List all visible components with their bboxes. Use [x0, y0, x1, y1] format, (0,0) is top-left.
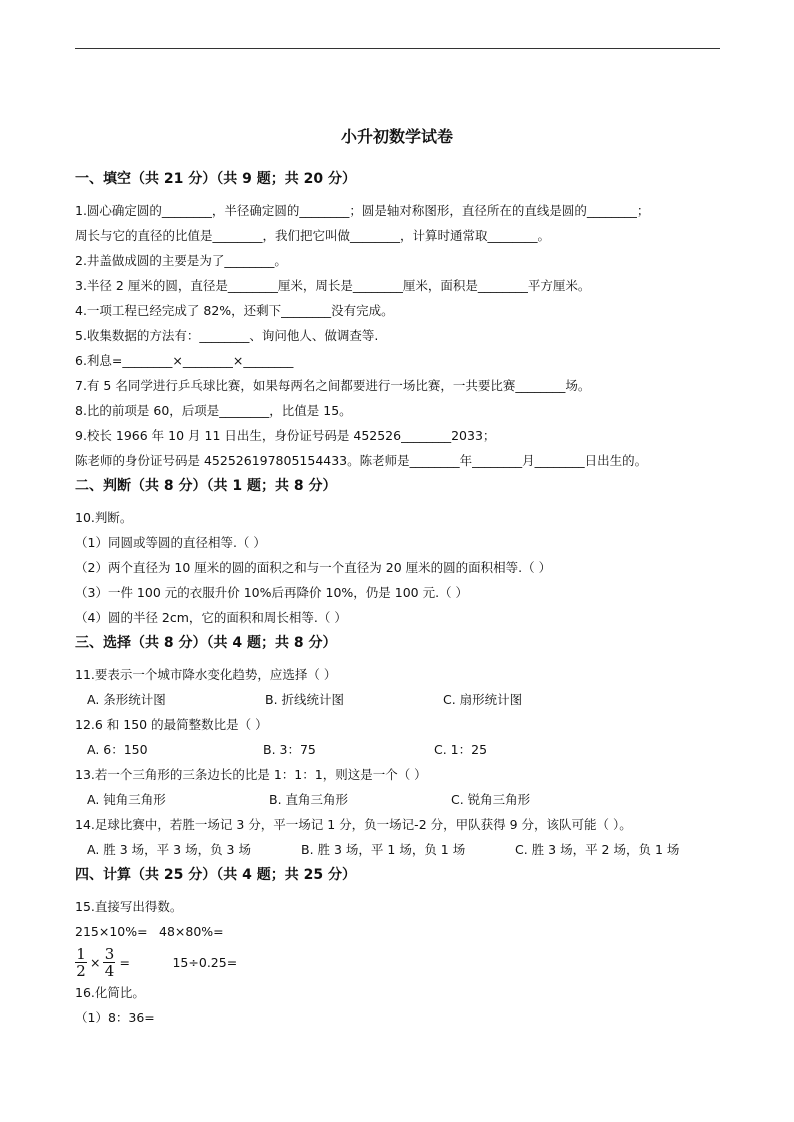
question-line: 15.直接写出得数。: [75, 899, 183, 914]
section-heading-choice: 三、选择（共 8 分）（共 4 题；共 8 分）: [75, 635, 337, 651]
calc-row: [75, 919, 725, 944]
question-line: 14.足球比赛中，若胜一场记 3 分，平一场记 1 分，负一场记-2 分，甲队获得 9 分，该队可能（ ）。: [75, 817, 632, 832]
question-line: 2.井盖做成圆的主要是为了________。: [75, 253, 287, 268]
option: A. 胜 3 场，平 3 场，负 3 场: [87, 842, 251, 857]
question-line: （3）一件 100 元的衣服升价 10%后再降价 10%，仍是 100 元.（ ）: [75, 585, 469, 600]
option: A. 钝角三角形: [87, 792, 166, 807]
question-line: （1）同圆或等圆的直径相等.（ ）: [75, 535, 266, 550]
question-line: 13.若一个三角形的三条边长的比是 1：1：1，则这是一个（ ）: [75, 767, 427, 782]
question-line: 10.判断。: [75, 510, 133, 525]
equals-sign: =: [119, 954, 130, 970]
option: C. 胜 3 场，平 2 场，负 1 场: [515, 842, 680, 857]
option: A. 6：150: [87, 742, 148, 757]
fraction: [103, 946, 115, 979]
exam-body: [75, 166, 725, 1030]
calc-item: 48×80%=: [159, 924, 224, 939]
question-line: 周长与它的直径的比值是________，我们把它叫做________，计算时通常取________。: [75, 228, 551, 243]
page-title: 小升初数学试卷: [340, 127, 453, 146]
question-line: 5.收集数据的方法有：________、询问他人、做调查等.: [75, 328, 379, 343]
section-heading-judge: 二、判断（共 8 分）（共 1 题；共 8 分）: [75, 478, 337, 494]
option: C. 扇形统计图: [443, 692, 523, 707]
section-heading-fill: 一、填空（共 21 分）（共 9 题；共 20 分）: [75, 171, 356, 187]
option-row: [75, 787, 725, 812]
question-line: 16.化简比。: [75, 985, 145, 1000]
question-line: 7.有 5 名同学进行乒乓球比赛，如果每两名之间都要进行一场比赛，一共要比赛________场。: [75, 378, 591, 393]
option: B. 3：75: [263, 742, 316, 757]
question-line: 11.要表示一个城市降水变化趋势，应选择（ ）: [75, 667, 337, 682]
question-line: （4）圆的半径 2cm，它的面积和周长相等.（ ）: [75, 610, 347, 625]
calc-item: 215×10%=: [75, 924, 148, 939]
question-line: （2）两个直径为 10 厘米的圆的面积之和与一个直径为 20 厘米的圆的面积相等.（ ）: [75, 560, 552, 575]
option: B. 直角三角形: [269, 792, 349, 807]
denominator: 4: [104, 961, 115, 980]
option: B. 胜 3 场，平 1 场，负 1 场: [301, 842, 466, 857]
denominator: 2: [76, 961, 86, 980]
numerator: 1: [76, 944, 86, 963]
times-sign: ×: [90, 954, 101, 970]
question-line: 3.半径 2 厘米的圆，直径是________厘米，周长是________厘米，面积是________平方厘米。: [75, 278, 591, 293]
section-heading-calc: 四、计算（共 25 分）（共 4 题；共 25 分）: [75, 867, 356, 883]
question-line: 陈老师的身份证号码是 452526197805154433。陈老师是________年________月________日出生的。: [75, 453, 648, 468]
numerator: 3: [104, 944, 115, 963]
question-line: 9.校长 1966 年 10 月 11 日出生，身份证号码是 452526________2033；: [75, 428, 496, 443]
option: B. 折线统计图: [265, 692, 345, 707]
option-row: [75, 837, 725, 862]
option: C. 1：25: [434, 742, 488, 757]
calc-row: [75, 944, 725, 980]
calc-item: 15÷0.25=: [172, 954, 238, 970]
option-row: [75, 687, 725, 712]
question-line: 4.一项工程已经完成了 82%，还剩下________没有完成。: [75, 303, 394, 318]
question-line: 8.比的前项是 60，后项是________，比值是 15。: [75, 403, 352, 418]
option-row: [75, 737, 725, 762]
fraction: [75, 946, 87, 979]
question-line: 12.6 和 150 的最简整数比是（ ）: [75, 717, 268, 732]
option: C. 锐角三角形: [451, 792, 531, 807]
question-line: 1.圆心确定圆的________，半径确定圆的________；圆是轴对称图形，直径所在的直线是圆的________；: [75, 203, 650, 218]
question-line: 6.利息=________×________×________: [75, 353, 294, 368]
header-rule: [75, 48, 720, 49]
question-line: （1）8：36=: [75, 1010, 155, 1025]
option: A. 条形统计图: [87, 692, 166, 707]
